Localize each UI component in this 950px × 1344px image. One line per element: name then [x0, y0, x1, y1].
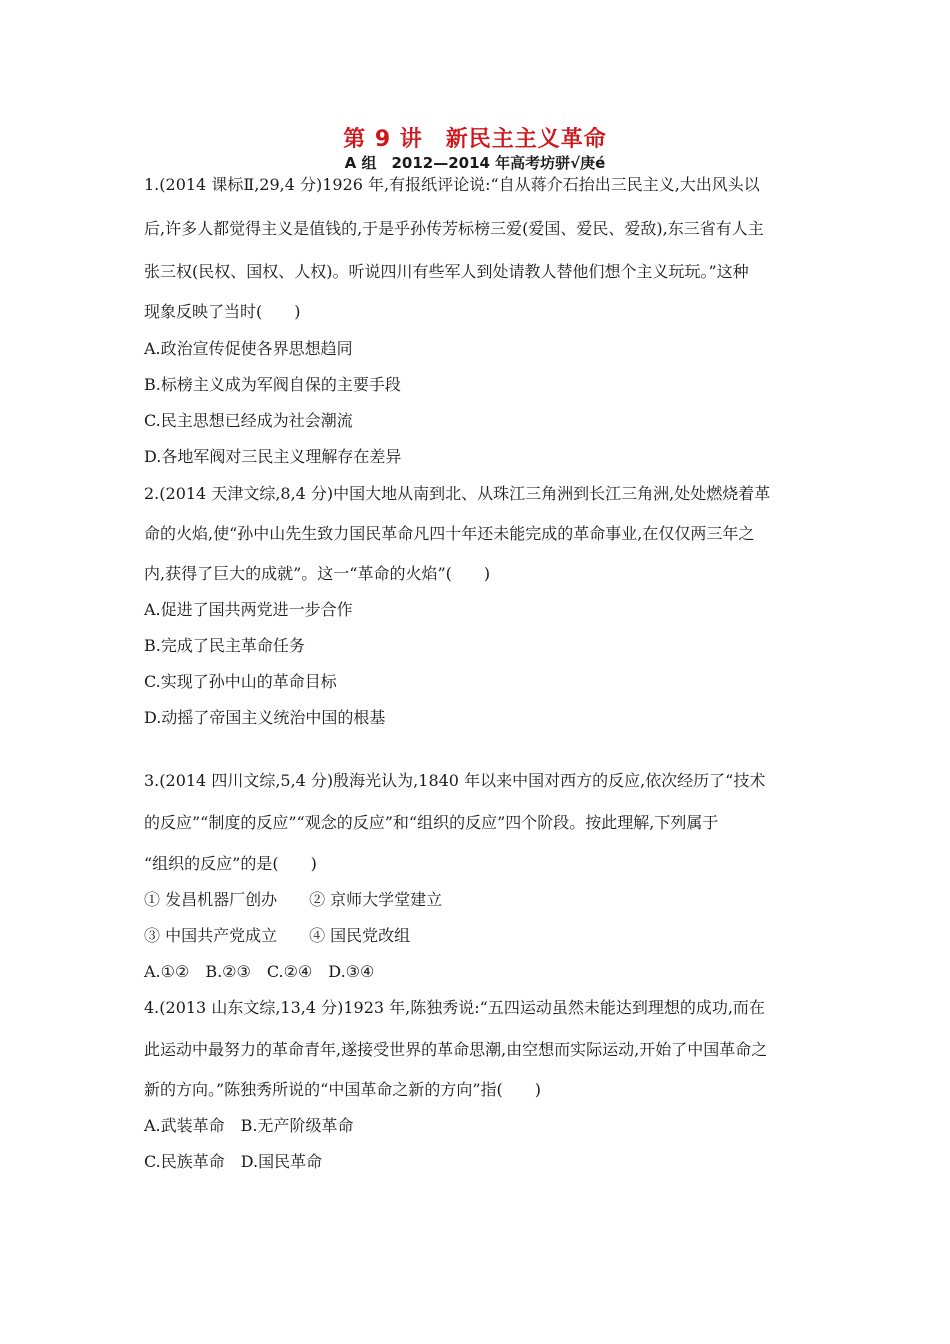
question-3-line-3: “组织的反应”的是( ) — [144, 854, 317, 873]
question-1-option-a: A.政治宣传促使各界思想趋同 — [144, 339, 353, 358]
question-1-option-c: C.民主思想已经成为社会潮流 — [144, 411, 353, 430]
question-2-line-3: 内,获得了巨大的成就”。这一“革命的火焰”( ) — [144, 564, 491, 583]
question-1-option-b: B.标榜主义成为军阀自保的主要手段 — [144, 375, 401, 394]
question-3-answer-options: A.①② B.②③ C.②④ D.③④ — [144, 962, 375, 981]
question-1-option-d: D.各地军阀对三民主义理解存在差异 — [144, 447, 402, 466]
question-3-line-1: 3.(2014 四川文综,5,4 分)殷海光认为,1840 年以来中国对西方的反应,依次经历了“技术 — [144, 771, 766, 790]
section-subtitle: A 组 2012—2014 年高考坊骈√庚é — [344, 154, 606, 172]
question-4-line-1: 4.(2013 山东文综,13,4 分)1923 年,陈独秀说:“五四运动虽然未能达到理想的成功,而在 — [144, 998, 765, 1017]
question-3-choices-row-1: ① 发昌机器厂创办 ② 京师大学堂建立 — [144, 890, 443, 909]
question-2-line-2: 命的火焰,使“孙中山先生致力国民革命凡四十年还未能完成的革命事业,在仅仅两三年之 — [144, 524, 755, 543]
question-1-line-1: 1.(2014 课标Ⅱ,29,4 分)1926 年,有报纸评论说:“自从蒋介石抬出三民主义,大出风头以 — [144, 175, 760, 194]
question-1-line-3: 张三权(民权、国权、人权)。听说四川有些军人到处请教人替他们想个主义玩玩。”这种 — [144, 262, 749, 281]
page-title: 第 9 讲 新民主主义革命 — [343, 127, 607, 152]
question-4-options-row-1: A.武装革命 B.无产阶级革命 — [144, 1116, 354, 1135]
question-4-line-2: 此运动中最努力的革命青年,遂接受世界的革命思潮,由空想而实际运动,开始了中国革命之 — [144, 1040, 768, 1059]
question-4-line-3: 新的方向。”陈独秀所说的“中国革命之新的方向”指( ) — [144, 1080, 542, 1099]
question-2-option-c: C.实现了孙中山的革命目标 — [144, 672, 337, 691]
question-2-option-d: D.动摇了帝国主义统治中国的根基 — [144, 708, 386, 727]
question-2-line-1: 2.(2014 天津文综,8,4 分)中国大地从南到北、从珠江三角洲到长江三角洲,处处燃烧着革 — [144, 484, 771, 503]
question-3-line-2: 的反应”“制度的反应”“观念的反应”和“组织的反应”四个阶段。按此理解,下列属于 — [144, 813, 719, 832]
question-3-choices-row-2: ③ 中国共产党成立 ④ 国民党改组 — [144, 926, 411, 945]
question-1-line-2: 后,许多人都觉得主义是值钱的,于是乎孙传芳标榜三爱(爱国、爱民、爱敌),东三省有人主 — [144, 219, 764, 238]
question-2-option-a: A.促进了国共两党进一步合作 — [144, 600, 353, 619]
question-2-option-b: B.完成了民主革命任务 — [144, 636, 305, 655]
question-1-line-4: 现象反映了当时( ) — [144, 302, 301, 321]
question-4-options-row-2: C.民族革命 D.国民革命 — [144, 1152, 323, 1171]
